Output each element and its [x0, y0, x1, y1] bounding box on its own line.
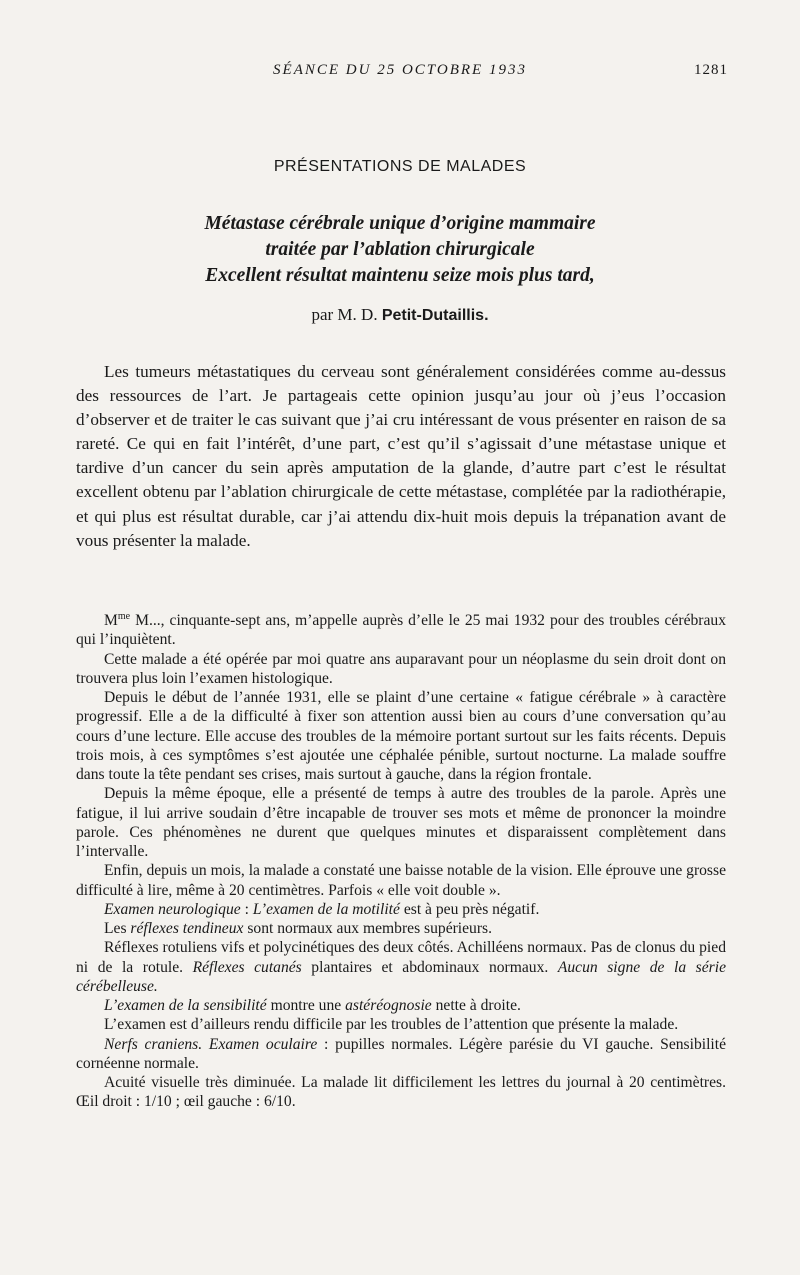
italic-text: réflexes tendineux [130, 920, 244, 937]
running-head [0, 62, 800, 86]
title-line: Métastase cérébrale unique d’origine mammaire [204, 213, 596, 234]
intro-section [76, 360, 726, 553]
case-paragraph: L’examen est d’ailleurs rendu difficile par les troubles de l’attention que présente la malade. [104, 1016, 679, 1034]
italic-text: Nerfs craniens. Examen oculaire [104, 1035, 318, 1053]
case-paragraph: Depuis le début de l’année 1931, elle se plaint d’une certaine « fatigue cérébrale » à caractère progressif. Elle a de la difficulté à fixer son attention aussi bien au cours d’une conversation qu’au cours d’une lecture. Elle accuse des troubles de la mémoire portant surtout sur les faits récents. Depuis trois mois, à ces symptômes s’est ajoutée une céphalée pénible, surtout nocturne. La malade souffre dans toute la tête pendant ses crises, mais surtout à gauche, dans la région frontale. [76, 689, 726, 783]
intro-paragraph: Les tumeurs métastatiques du cerveau sont généralement considérées comme au-dessus des ressources de l’art. Je partageais cette opinion jusqu’au jour où j’eus l’occasion d’observer et de traiter le cas suivant que j’ai cru intéressant de vous présenter en raison de sa rareté. Ce qui en fait l’intérêt, d’une part, c’est qu’il s’agissait d’une métastase unique et tardive d’un cancer du sein après amputation de la glande, d’autre part c’est le résultat excellent obtenu par l’ablation chirurgicale de cette métastase, complétée par la radiothérapie, et qui plus est résultat durable, car j’ai attendu dix-huit mois depuis la trépanation avant de vous présenter la malade. [76, 362, 726, 550]
case-paragraph [76, 1035, 726, 1074]
text: montre une [266, 997, 346, 1014]
article-title [90, 211, 710, 289]
title-line: Excellent résultat maintenu seize mois plus tard, [205, 265, 595, 286]
running-title: SÉANCE DU 25 OCTOBRE 1933 [273, 62, 527, 78]
case-paragraph: Cette malade a été opérée par moi quatre ans auparavant pour un néoplasme du sein droit dont on trouvera plus loin l’examen histologique. [76, 650, 726, 687]
text: nette à droite. [431, 997, 521, 1014]
case-paragraph [76, 919, 726, 938]
page-number: 1281 [694, 62, 728, 78]
text: est à peu près négatif. [399, 900, 540, 918]
text: Les [104, 920, 131, 937]
case-paragraph [76, 938, 726, 996]
case-report [76, 611, 726, 1112]
case-paragraph [76, 611, 726, 650]
case-paragraph [76, 996, 726, 1015]
text: Réflexes rotuliens vifs et polycinétiques des deux côtés. Achilléens normaux. Pas de clonus du pied ni de la rotule. [76, 939, 726, 976]
case-paragraph: Acuité visuelle très diminuée. La malade lit difficilement les lettres du journal à 20 centimètres. Œil droit : 1/10 ; œil gauche : 6/10. [76, 1074, 726, 1111]
section-heading: PRÉSENTATIONS DE MALADES [273, 158, 527, 175]
text: : pupilles normales. Légère parésie du VI gauche. Sensibilité cornéenne normale. [76, 1035, 726, 1072]
case-paragraph [76, 900, 726, 919]
title-line: traitée par l’ablation chirurgicale [265, 239, 535, 260]
text: M [104, 612, 118, 629]
superscript: me [117, 610, 131, 622]
text: sont normaux aux membres supérieurs. [243, 920, 493, 937]
author-name: Petit-Dutaillis. [381, 307, 489, 324]
case-paragraph: Enfin, depuis un mois, la malade a constaté une baisse notable de la vision. Elle éprouve une grosse difficulté à lire, même à 20 centimètres. Parfois « elle voit double ». [76, 862, 726, 899]
text: plantaires et abdominaux normaux. [301, 958, 558, 976]
italic-text: L’examen de la sensibilité [104, 997, 267, 1014]
text: M..., cinquante-sept ans, m’appelle auprès d’elle le 25 mai 1932 pour des troubles cérébraux qui l’inquiètent. [76, 612, 726, 649]
italic-text: Examen neurologique [104, 900, 241, 918]
byline-prefix: par M. D. [311, 305, 378, 324]
text: : [240, 900, 253, 918]
italic-text: Réflexes cutanés [192, 958, 302, 976]
case-paragraph: Depuis la même époque, elle a présenté de temps à autre des troubles de la parole. Après une fatigue, il lui arrive soudain d’être incapable de trouver ses mots et même de prononcer la moindre parole. Ces phénomènes ne durent que quelques minutes et disparaissent complètement dans l’intervalle. [76, 785, 726, 860]
italic-text: astéréognosie [345, 997, 432, 1014]
byline [0, 305, 800, 325]
italic-text: Aucun signe de la série cérébelleuse. [76, 958, 726, 995]
italic-text: L’examen de la motilité [252, 900, 400, 918]
